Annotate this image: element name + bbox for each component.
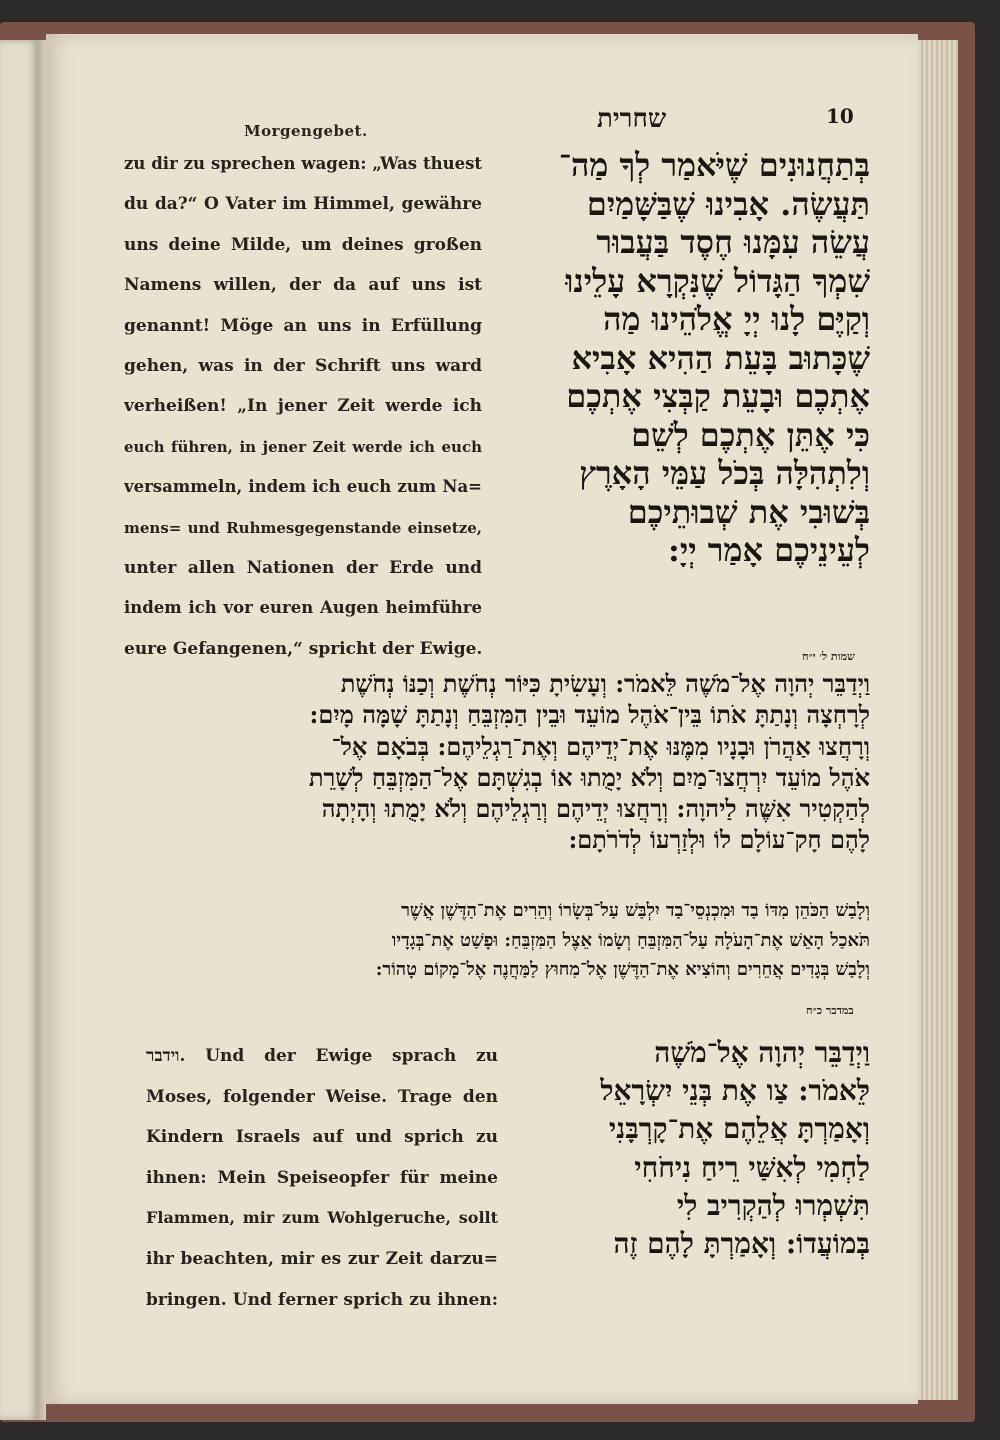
text-line: לְרָחְצָה וְנָתַתָּ אֹתוֹ בֵּין־אֹהֶל מוֹעֵד וּבֵין הַמִּזְבֵּחַ וְנָתַתָּ שָׁמָּה מָיִם: — [309, 700, 870, 730]
text-line: וְלִתְהִלָּה בְּכֹל עַמֵּי הָאָרֶץ — [579, 454, 870, 492]
text-line: וְאָמַרְתָּ אֲלֵהֶם אֶת־קָרְבָּנִי — [608, 1112, 870, 1146]
page-stack-edge — [918, 40, 958, 1400]
text-line: versammeln, indem ich euch zum Na= — [124, 477, 482, 497]
text-line: תִּשְׁמְרוּ לְהַקְרִיב לִי — [676, 1188, 870, 1222]
text-line: לְעֵינֵיכֶם אָמַר יְיָ: — [668, 531, 870, 569]
hebrew-prayer-bottom — [518, 1034, 870, 1263]
text-line: בְּשׁוּבִי אֶת שְׁבוּתֵיכֶם — [627, 492, 870, 531]
text-line: mens= und Ruhmesgegenstande einsetze, — [124, 518, 482, 537]
text-line: וְרָחֲצוּ אַהֲרֹן וּבָנָיו מִמֶּנּוּ אֶת־יְדֵיהֶם וְאֶת־רַגְלֵיהֶם: בְּבֹאָם אֶל־ — [331, 731, 870, 761]
text-line: verheißen! „In jener Zeit werde ich — [124, 396, 482, 417]
german-running-title: Morgengebet. — [244, 122, 368, 140]
hebrew-passage-leviticus — [128, 896, 870, 985]
text-line: אֹהֶל מוֹעֵד יִרְחֲצוּ־מַיִם וְלֹא יָמֻתוּ אוֹ בְגִשְׁתָּם אֶל־הַמִּזְבֵּחַ לְשָׁרֵת — [308, 762, 870, 792]
text-line: euch führen, in jener Zeit werde ich euch — [124, 437, 482, 456]
text-line: genannt! Möge an uns in Erfüllung — [124, 315, 482, 336]
text-line: כִּי אֶתֵּן אֶתְכֶם לְשֵׁם — [631, 415, 870, 454]
text-line: Kindern Israels auf und sprich zu — [146, 1127, 498, 1148]
german-translation-bottom — [146, 1036, 498, 1320]
text-line: לָהֶם חָק־עוֹלָם לוֹ וּלְזַרְעוֹ לְדֹרֹתָם: — [568, 825, 870, 855]
text-line: unter allen Nationen der Erde und — [124, 557, 482, 578]
text-line: וַיְדַבֵּר יְהוָה אֶל־מֹשֶׁה — [654, 1036, 870, 1069]
hebrew-running-title: שחרית — [597, 104, 667, 134]
text-line: du da?“ O Vater im Himmel, gewähre — [124, 194, 482, 215]
text-line: וְקַיֶּם לָנוּ יְיָ אֱלֹהֵינוּ מַה — [603, 300, 870, 338]
text-line: בְּתַחֲנוּנִים שֶׁיֹּאמַר לְךָ מַה־ — [558, 146, 870, 184]
scripture-reference-numbers: במדבר כ״ח — [806, 1004, 854, 1017]
text-line: bringen. Und ferner sprich zu ihnen: — [146, 1289, 498, 1310]
text-line: לַחְמִי לְאִשַּׁי רֵיחַ נִיחֹחִי — [634, 1150, 870, 1184]
text-line: וַיְדַבֵּר יְהוָה אֶל־מֹשֶׁה לֵּאמֹר: וְעָשִׂיתָ כִּיּוֹר נְחֹשֶׁת וְכַנּוֹ נְחֹשֶׁת — [340, 669, 870, 698]
text-line: וידבר. Und der Ewige sprach zu — [146, 1046, 498, 1066]
text-line: בְּמוֹעֲדוֹ: וְאָמַרְתָּ לָהֶם זֶה — [613, 1226, 870, 1260]
text-line: eure Gefangenen,“ spricht der Ewige. — [124, 638, 482, 659]
book-gutter — [38, 40, 46, 1420]
text-line: ihnen: Mein Speiseopfer für meine — [146, 1167, 498, 1188]
german-translation-top — [124, 144, 482, 669]
text-line: תַּעֲשֶׂה. אָבִינוּ שֶׁבַּשָּׁמַיִם — [586, 184, 870, 223]
scripture-reference-exodus: שמות ל׳ י״ח — [802, 650, 855, 663]
text-line: וְלָבַשׁ הַכֹּהֵן מִדּוֹ בַד וּמִכְנְסֵי־בַד יִלְבַּשׁ עַל־בְּשָׂרוֹ וְהֵרִים אֶת־הַדֶּשֶׁן אֲשֶׁר — [401, 900, 870, 921]
text-line: אֶתְכֶם וּבָעֵת קַבְּצִי אֶתְכֶם — [566, 377, 870, 415]
text-line: שֶׁכָּתוּב בָּעֵת הַהִיא אָבִיא — [571, 338, 870, 377]
text-line: וְלָבַשׁ בְּגָדִים אֲחֵרִים וְהוֹצִיא אֶת־הַדֶּשֶׁן אֶל־מִחוּץ לַמַּחֲנֶה אֶל־מָקוֹם טָהוֹר: — [375, 959, 870, 980]
text-line: Moses, folgender Weise. Trage den — [146, 1086, 498, 1107]
text-line: zu dir zu sprechen wagen: „Was thuest — [124, 154, 482, 173]
text-line: תֹּאכַל הָאֵשׁ אֶת־הָעֹלָה עַל־הַמִּזְבֵּחַ וְשָׂמוֹ אֵצֶל הַמִּזְבֵּחַ: וּפָשַׁט אֶת־בְּגָדָיו — [391, 929, 870, 951]
text-line: ihr beachten, mir es zur Zeit darzu= — [146, 1248, 498, 1269]
hebrew-prayer-top — [508, 146, 870, 570]
text-line: לְהַקְטִיר אִשֶּׁה לַיהוָה: וְרָחֲצוּ יְדֵיהֶם וְרַגְלֵיהֶם וְלֹא יָמֻתוּ וְהָיְתָה — [321, 794, 870, 824]
page-number: 10 — [826, 104, 854, 128]
text-line: gehen, was in der Schrift uns ward — [124, 355, 482, 376]
hebrew-passage-exodus — [128, 668, 870, 856]
text-line: uns deine Milde, um deines großen — [124, 234, 482, 255]
text-line: לֵּאמֹר: צַו אֶת בְּנֵי יִשְׂרָאֵל — [600, 1074, 870, 1108]
text-line: Flammen, mir zum Wohlgeruche, sollt — [146, 1208, 498, 1228]
text-line: Namens willen, der da auf uns ist — [124, 275, 482, 296]
left-page-edge — [0, 40, 38, 1420]
text-line: indem ich vor euren Augen heimführe — [124, 598, 482, 618]
text-line: שִׁמְךָ הַגָּדוֹל שֶׁנִּקְרָא עָלֵינוּ — [565, 261, 870, 300]
text-line: עֲשֵׂה עִמָּנוּ חֶסֶד בַּעֲבוּר — [596, 223, 870, 261]
